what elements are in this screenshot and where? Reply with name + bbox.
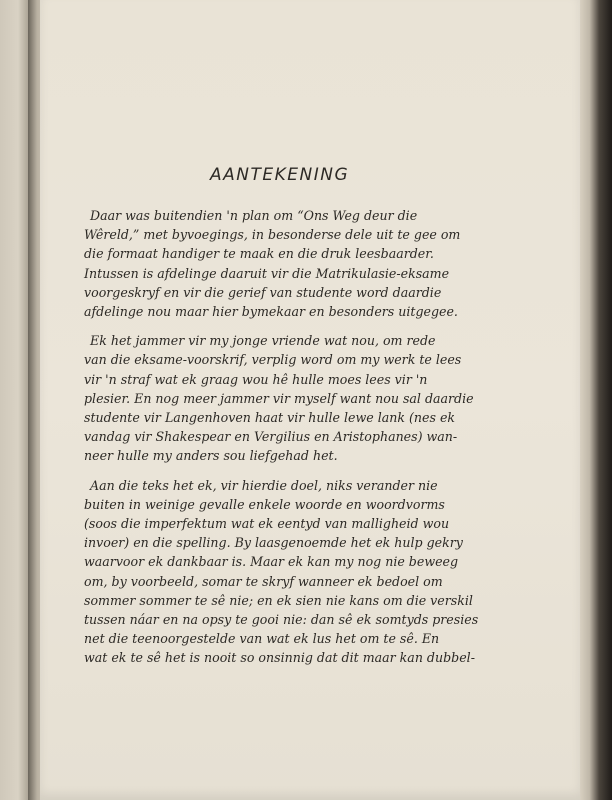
text-line: afdelinge nou maar hier bymekaar en besonders uitgegee. xyxy=(84,304,458,320)
text-line: om, by voorbeeld, somar te skryf wanneer ek bedoel om xyxy=(84,573,443,589)
text-line: Wêreld,” met byvoegings, in besonderse dele uit te gee om xyxy=(84,227,461,243)
text-line: wat ek te sê het is nooit so onsinnig dat dit maar kan dubbel- xyxy=(84,650,475,666)
text-line: tussen náar en na opsy te gooi nie: dan sê ek somtyds presies xyxy=(84,612,479,628)
left-page-edge xyxy=(0,0,30,800)
text-line: invoer) en die spelling. By laasgenoemde het ek hulp gekry xyxy=(84,535,463,551)
text-line: van die eksame-voorskrif, verplig word om my werk te lees xyxy=(84,352,462,368)
text-line: vir 'n straf wat ek graag wou hê hulle moes lees vir 'n xyxy=(84,371,428,387)
text-line: die formaat handiger te maak en die druk leesbaarder. xyxy=(84,246,434,262)
text-line: waarvoor ek dankbaar is. Maar ek kan my nog nie beweeg xyxy=(84,554,459,570)
text-line: net die teenoorgestelde van wat ek lus het om te sê. En xyxy=(84,631,440,647)
text-line: sommer sommer te sê nie; en ek sien nie kans om die verskil xyxy=(84,592,473,608)
text-line: vandag vir Shakespear en Vergilius en Aristophanes) wan- xyxy=(84,429,458,445)
paragraph-3 xyxy=(84,476,552,668)
text-line: voorgeskryf en vir die gerief van studente word daardie xyxy=(84,284,442,300)
text-line: neer hulle my anders sou liefgehad het. xyxy=(84,448,338,464)
text-line: Daar was buitendien 'n plan om “Ons Weg deur die xyxy=(90,208,418,223)
text-line: (soos die imperfektum wat ek eentyd van malligheid wou xyxy=(84,516,450,532)
text-line: buiten in weinige gevalle enkele woorde en woordvorms xyxy=(84,496,445,512)
page-heading: AANTEKENING xyxy=(210,165,350,185)
text-line: studente vir Langenhoven haat vir hulle lewe lank (nes ek xyxy=(84,410,456,426)
page-right-edge xyxy=(580,0,612,800)
text-line: Intussen is afdelinge daaruit vir die Matrikulasie-eksame xyxy=(84,265,450,281)
text-line: plesier. En nog meer jammer vir myself want nou sal daardie xyxy=(84,390,474,406)
paragraph-2 xyxy=(84,331,552,465)
text-line: Aan die teks het ek, vir hierdie doel, niks verander nie xyxy=(90,477,438,493)
body-text xyxy=(84,206,552,668)
text-line: Ek het jammer vir my jonge vriende wat nou, om rede xyxy=(90,333,436,349)
paragraph-1 xyxy=(84,206,552,321)
